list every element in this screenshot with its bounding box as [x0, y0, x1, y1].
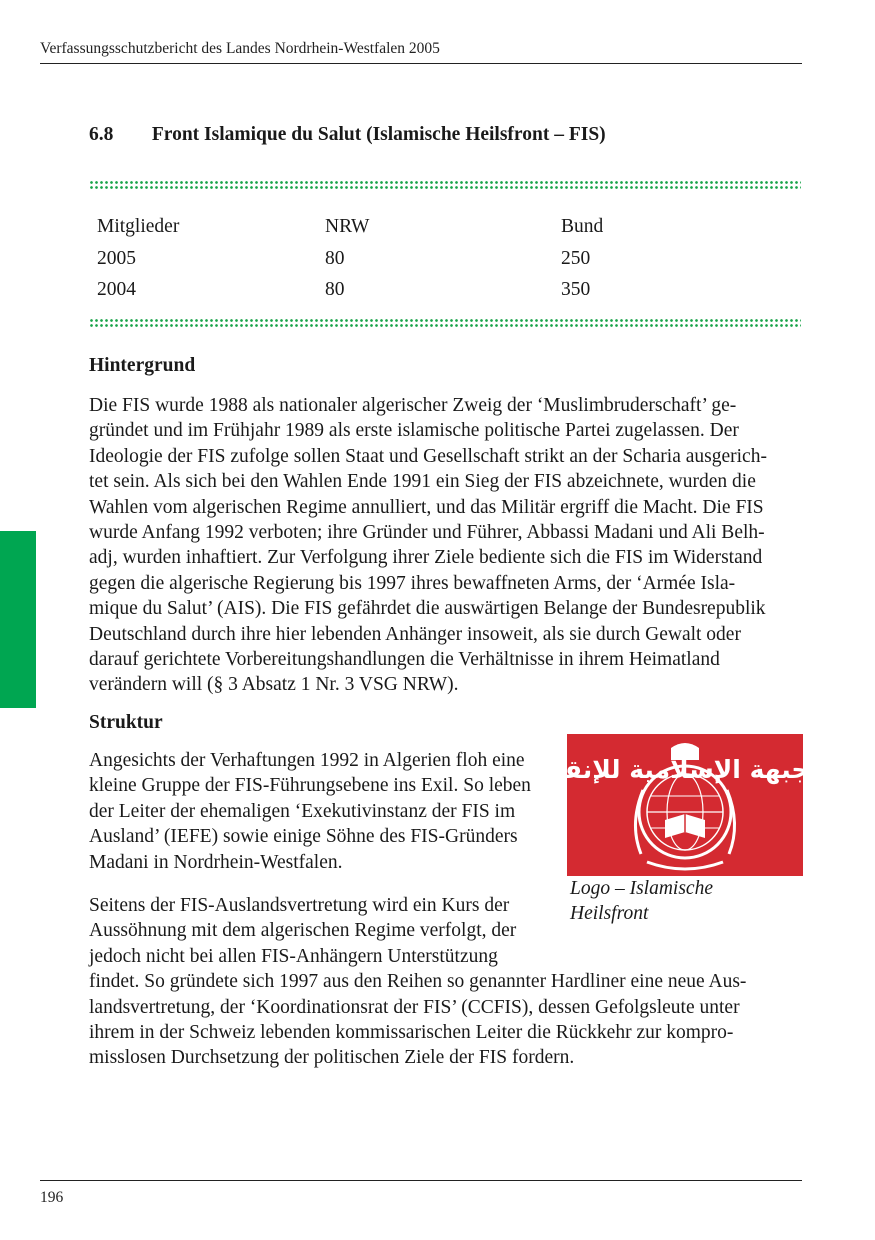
- chapter-tab-marker: [0, 531, 36, 708]
- table-row: [97, 279, 711, 311]
- table-cell: 250: [561, 247, 591, 269]
- table-cell: 80: [325, 247, 345, 269]
- section-title: Front Islamique du Salut (Islamische Heilsfront – FIS): [151, 124, 606, 145]
- dotted-divider-top: [89, 180, 801, 191]
- figure-caption: [570, 876, 800, 927]
- text-line: Ideologie der FIS zufolge sollen Staat und Gesellschaft strikt an der Scharia ausgerich-: [89, 445, 767, 467]
- logo-arabic-text: الجبهة الإسلامية للإنقاذ: [542, 755, 828, 784]
- table-cell: 80: [325, 279, 345, 300]
- table-header-cell: Mitglieder: [97, 216, 180, 237]
- table-header-row: [97, 216, 711, 248]
- text-line: verändern will (§ 3 Absatz 1 Nr. 3 VSG NRW).: [89, 674, 459, 696]
- fis-logo-image: [542, 734, 828, 876]
- caption-line: Heilsfront: [570, 903, 649, 925]
- text-line: Wahlen vom algerischen Regime annulliert, und das Militär ergriff die Macht. Die FIS: [89, 496, 764, 518]
- background-paragraph: [89, 393, 767, 698]
- text-line: Ausland’ (IEFE) sowie einige Söhne des FIS-Gründers: [89, 826, 518, 848]
- table-cell: 2005: [97, 247, 136, 269]
- table-cell: 2004: [97, 279, 136, 300]
- page-number: 196: [40, 1189, 64, 1206]
- text-line: gegen die algerische Regierung bis 1997 ihres bewaffneten Arms, der ‘Armée Isla-: [89, 572, 736, 594]
- table-header-cell: NRW: [325, 216, 370, 237]
- text-line: Deutschland durch ihre hier lebenden Anhänger insoweit, als sie durch Gewalt oder: [89, 623, 741, 645]
- subheading-background: Hintergrund: [89, 355, 196, 376]
- text-line: kleine Gruppe der FIS-Führungsebene ins Exil. So leben: [89, 775, 531, 797]
- table-row: [97, 248, 711, 280]
- text-line: ihrem in der Schweiz lebenden kommissarischen Leiter die Rückkehr zur kompro-: [89, 1022, 734, 1044]
- subheading-structure: Struktur: [89, 712, 163, 733]
- text-line: darauf gerichtete Vorbereitungshandlungen die Verhältnisse in ihrem Heimatland: [89, 649, 720, 671]
- table-header-cell: Bund: [561, 216, 604, 237]
- text-line: Die FIS wurde 1988 als nationaler algerischer Zweig der ‘Muslimbruderschaft’ ge-: [89, 395, 737, 416]
- text-line: gründet und im Frühjahr 1989 als erste islamische politische Partei zugelassen. Der: [89, 420, 739, 442]
- text-line: Aussöhnung mit dem algerischen Regime verfolgt, der: [89, 920, 517, 942]
- text-line: landsvertretung, der ‘Koordinationsrat der FIS’ (CCFIS), dessen Gefolgsleute unter: [89, 996, 740, 1018]
- members-table: [97, 216, 711, 311]
- section-number: 6.8: [89, 124, 114, 145]
- text-line: wurde Anfang 1992 verboten; ihre Gründer und Führer, Abbassi Madani und Ali Belh-: [89, 522, 765, 544]
- footer-rule: [40, 1180, 802, 1181]
- dotted-divider-bottom: [89, 318, 801, 329]
- text-line: adj, wurden inhaftiert. Zur Verfolgung ihrer Ziele bediente sich die FIS im Widerstand: [89, 547, 763, 569]
- text-line: der Leiter der ehemaligen ‘Exekutivinstanz der FIS im: [89, 800, 516, 822]
- text-line: Madani in Nordrhein-Westfalen.: [89, 851, 343, 873]
- text-line: Seitens der FIS-Auslandsvertretung wird ein Kurs der: [89, 895, 510, 916]
- caption-line: Logo – Islamische: [570, 878, 713, 899]
- text-line: jedoch nicht bei allen FIS-Anhängern Unterstützung: [89, 945, 498, 967]
- text-line: mique du Salut’ (AIS). Die FIS gefährdet die auswärtigen Belange der Bundesrepublik: [89, 598, 766, 620]
- table-cell: 350: [561, 279, 591, 300]
- text-line: tet sein. Als sich bei den Wahlen Ende 1991 ein Sieg der FIS abzeichnete, wurden die: [89, 471, 756, 493]
- structure-paragraph-1: [89, 748, 531, 875]
- text-line: misslosen Durchsetzung der politischen Ziele der FIS fordern.: [89, 1047, 575, 1069]
- running-header: Verfassungsschutzbericht des Landes Nordrhein-Westfalen 2005: [40, 40, 802, 64]
- text-line: findet. So gründete sich 1997 aus den Reihen so genannter Hardliner eine neue Aus-: [89, 971, 747, 993]
- fis-logo-emblem-icon: [542, 734, 828, 876]
- text-line: Angesichts der Verhaftungen 1992 in Algerien floh eine: [89, 750, 525, 771]
- section-heading: [89, 124, 606, 146]
